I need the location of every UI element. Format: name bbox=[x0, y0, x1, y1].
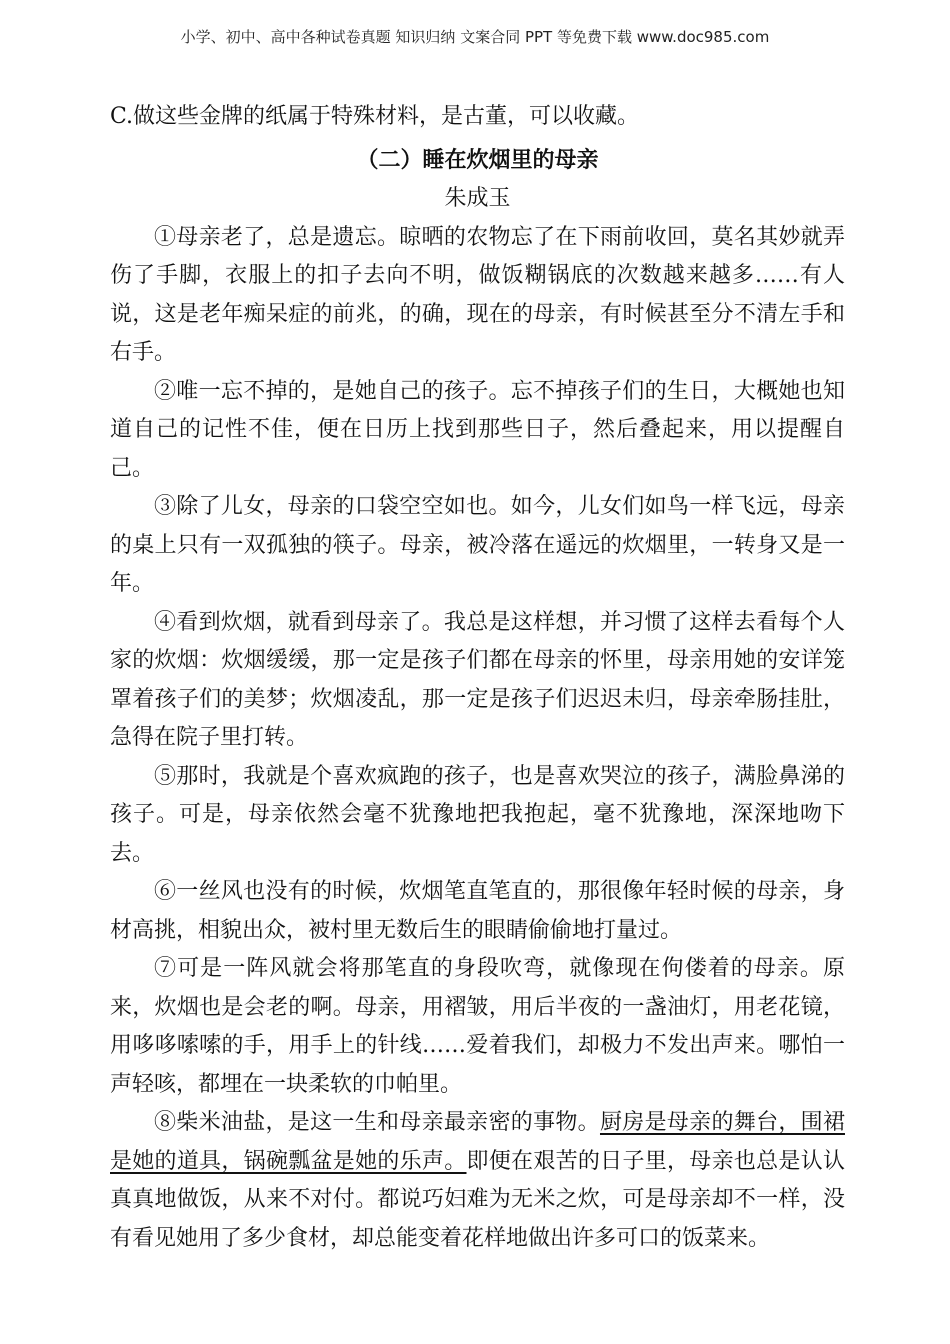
paragraph-1: ①母亲老了，总是遗忘。晾晒的农物忘了在下雨前收回，莫名其妙就弄伤了手脚，衣服上的扣子去向不明，做饭糊锅底的次数越来越多……有人说，这是老年痴呆症的前兆，的确，现在的母亲，有时候甚至分不清左手和右手。 bbox=[110, 224, 845, 365]
paragraph-4: ④看到炊烟，就看到母亲了。我总是这样想，并习惯了这样去看每个人家的炊烟：炊烟缓缓，那一定是孩子们都在母亲的怀里，母亲用她的安详笼罩着孩子们的美梦；炊烟凌乱，那一定是孩子们迟迟未归，母亲牵肠挂肚，急得在院子里打转。 bbox=[110, 609, 845, 750]
page-header: 小学、初中、高中各种试卷真题 知识归纳 文案合同 PPT 等免费下载 www.doc985.com bbox=[180, 28, 770, 46]
paragraph-8 bbox=[110, 1104, 845, 1258]
paragraph-6: ⑥一丝风也没有的时候，炊烟笔直笔直的，那很像年轻时候的母亲，身材高挑，相貌出众，被村里无数后生的眼睛偷偷地打量过。 bbox=[110, 879, 845, 943]
paragraph-5: ⑤那时，我就是个喜欢疯跑的孩子，也是喜欢哭泣的孩子，满脸鼻涕的孩子。可是，母亲依然会毫不犹豫地把我抱起，毫不犹豫地，深深地吻下去。 bbox=[110, 763, 845, 866]
paragraph-2: ②唯一忘不掉的，是她自己的孩子。忘不掉孩子们的生日，大概她也知道自己的记性不佳，便在日历上找到那些日子，然后叠起来，用以提醒自己。 bbox=[110, 378, 845, 481]
article-title: （二）睡在炊烟里的母亲 bbox=[356, 147, 599, 173]
paragraph-8-lead: ⑧柴米油盐，是这一生和母亲最亲密的事物。 bbox=[154, 1110, 600, 1135]
paragraph-8-rest: 即便在艰苦的日子里，母亲也总是认认真真地做饭，从来不对付。都说巧妇难为无米之炊，可是母亲却不一样，没有看见她用了多少食材，却总能变着花样地做出许多可口的饭菜来。 bbox=[110, 1148, 845, 1251]
article-author: 朱成玉 bbox=[444, 186, 511, 211]
document-body bbox=[110, 98, 845, 1258]
underlined-sentence: 厨房是母亲的舞台，围裙是她的道具，锅碗瓢盆是她的乐声。 bbox=[110, 1110, 845, 1174]
paragraph-3: ③除了儿女，母亲的口袋空空如也。如今，儿女们如鸟一样飞远，母亲的桌上只有一双孤独的筷子。母亲，被冷落在遥远的炊烟里，一转身又是一年。 bbox=[110, 494, 845, 596]
option-c: C.做这些金牌的纸属于特殊材料，是古董，可以收藏。 bbox=[110, 104, 640, 129]
paragraph-7: ⑦可是一阵风就会将那笔直的身段吹弯，就像现在佝偻着的母亲。原来，炊烟也是会老的啊。母亲，用褶皱，用后半夜的一盏油灯，用老花镜，用哆哆嗦嗦的手，用手上的针线……爱着我们，却极力不发出声来。哪怕一声轻咳，都埋在一块柔软的巾帕里。 bbox=[110, 956, 845, 1097]
